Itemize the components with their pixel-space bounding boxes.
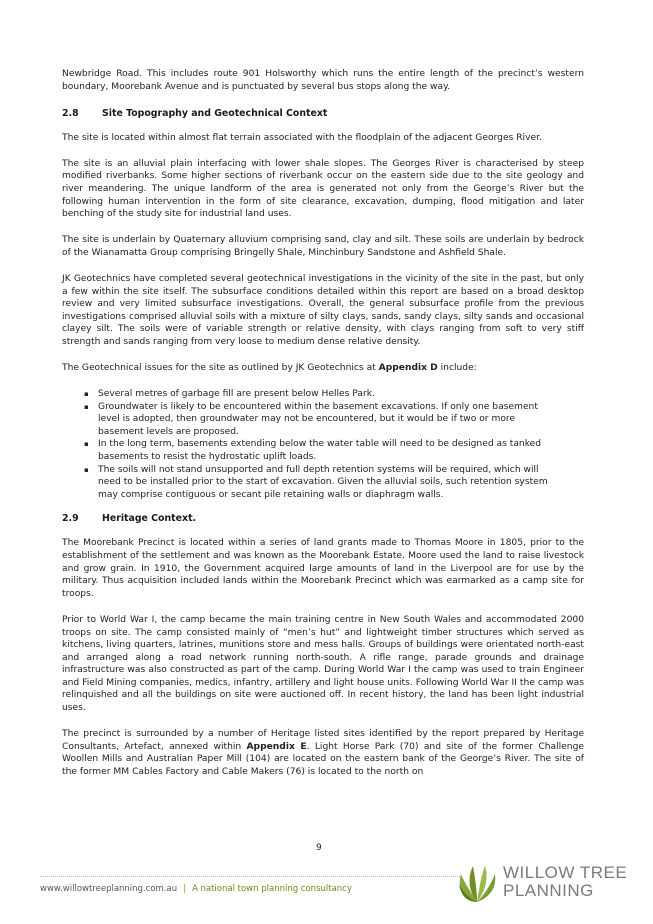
bullet-icon: ▪ [84,440,89,449]
footer-tagline: A national town planning consultancy [191,884,352,894]
list-item-text: In the long term, basements extending below the water table will need to be designed as tanked basements to resist the hydrostatic uplift loads. [98,439,542,463]
list-item-text: Several metres of garbage fill are present below Helles Park. [98,389,375,400]
section-heading-topography [62,107,584,120]
section-number: 2.8 [62,107,79,119]
bullet-icon: ▪ [84,390,89,399]
section-title: Heritage Context. [102,513,197,525]
list-item [84,401,552,439]
topography-paragraph-3: The site is underlain by Quaternary alluvium comprising sand, clay and silt. These soils are underlain by bedrock of the Wianamatta Group comprising Bringelly Shale, Minchinbury Sandstone and Ashfield Shale. [62,235,584,258]
page-body [62,68,584,779]
appendix-reference: Appendix E [246,741,307,752]
intro-paragraph: Newbridge Road. This includes route 901 Holsworthy which runs the entire length of the precinct’s western boundary, Moorebank Avenue and is punctuated by several bus stops along the way. [62,69,584,92]
list-item-text: Groundwater is likely to be encountered within the basement excavations. If only one basement level is adopted, then groundwater may not be encountered, but it would be if two or more basement levels are proposed. [98,401,538,437]
topography-paragraph-1: The site is located within almost flat terrain associated with the floodplain of the adjacent Georges River. [62,132,542,143]
text-run: The precinct is surrounded by a number of Heritage listed sites identified by the report prepared by Heritage Consultants, Artefact, annexed within [62,729,584,752]
section-heading-heritage [62,512,584,525]
footer-separator: | [183,884,186,894]
willow-tree-logo-icon [455,862,499,904]
heritage-paragraph-3 [62,728,584,778]
topography-paragraph-4: JK Geotechnics have completed several geotechnical investigations in the vicinity of the site in the past, but only a few within the site itself. The subsurface conditions detailed within this report are based on a broad desktop review and very limited subsurface investigations. Overall, the general subsurface profile from the previous investigations comprised alluvial soils with a mixture of silty clays, sands, sandy clays, silty sands and occasional clayey silt. The soils were of variable strength or relative density, with clays ranging from soft to very stiff strength and sands ranging from very loose to medium dense relative density. [62,273,584,347]
footer [40,884,352,894]
section-title: Site Topography and Geotechnical Context [102,107,328,119]
list-item [84,438,552,463]
list-item [84,464,552,502]
text-run: The Geotechnical issues for the site as outlined by JK Geotechnics at [62,363,379,373]
logo-line-1: WILLOW TREE [503,863,628,882]
bullet-icon: ▪ [84,465,89,474]
logo-line-2: PLANNING [503,881,594,900]
footer-website-link[interactable]: www.willowtreeplanning.com.au [40,884,178,894]
topography-paragraph-5 [62,362,584,375]
topography-paragraph-2: The site is an alluvial plain interfacing with lower shale slopes. The Georges River is characterised by steep modified riverbanks. Some higher sections of riverbank occur on the eastern side due to the site geology and river meandering. The unique landform of the area is generated not only from the George’s River but the following human intervention in the form of site clearance, excavation, dumping, flood mitigation and later benching of the study site for industrial land uses. [62,158,584,220]
list-item-text: The soils will not stand unsupported and full depth retention systems will be required, which will need to be installed prior to the start of excavation. Given the alluvial soils, such retention system may comprise contiguous or secant pile retaining walls or diaphragm walls. [98,464,548,500]
page-number: 9 [316,843,322,853]
section-number: 2.9 [62,513,79,525]
heritage-paragraph-2: Prior to World War I, the camp became the main training centre in New South Wales and accommodated 2000 troops on site. The camp consisted mainly of “men’s hut” and lightweight timber structures which served as kitchens, living quarters, latrines, munitions store and mess halls. Groups of buildings were orientated north-east and arranged along a road network running north-south. A rifle range, parade grounds and drainage infrastructure was also constructed as part of the camp. During World War I the camp was used to train Engineer and Field Mining companies, medics, infantry, artillery and light house units. Following World War II the camp was relinquished and all the buildings on site were auctioned off. In recent history, the land has been light industrial uses. [62,614,584,714]
footer-divider [40,876,460,877]
heritage-paragraph-1: The Moorebank Precinct is located within a series of land grants made to Thomas Moore in 1805, prior to the establishment of the settlement and was known as the Moorebank Estate. Moore used the land to raise livestock and grow grain. In 1910, the Government acquired large amounts of land in the Liverpool are for use by the military. Thus acquisition included lands within the Moorebank Precinct which was earmarked as a camp site for troops. [62,538,584,599]
geotechnical-issues-list [62,388,552,501]
logo-wordmark [503,864,627,900]
company-logo [455,862,630,904]
appendix-reference: Appendix D [378,363,438,373]
bullet-icon: ▪ [84,402,89,411]
text-run: . Light Horse Park (70) and site of the former Challenge Woollen Mills and Australian Paper Mill (104) are located on the eastern bank of the George’s River. The site of the former MM Cables Factory and Cable Makers (76) is located to the north on [62,741,584,777]
text-run: include: [437,363,477,373]
list-item [84,388,552,401]
